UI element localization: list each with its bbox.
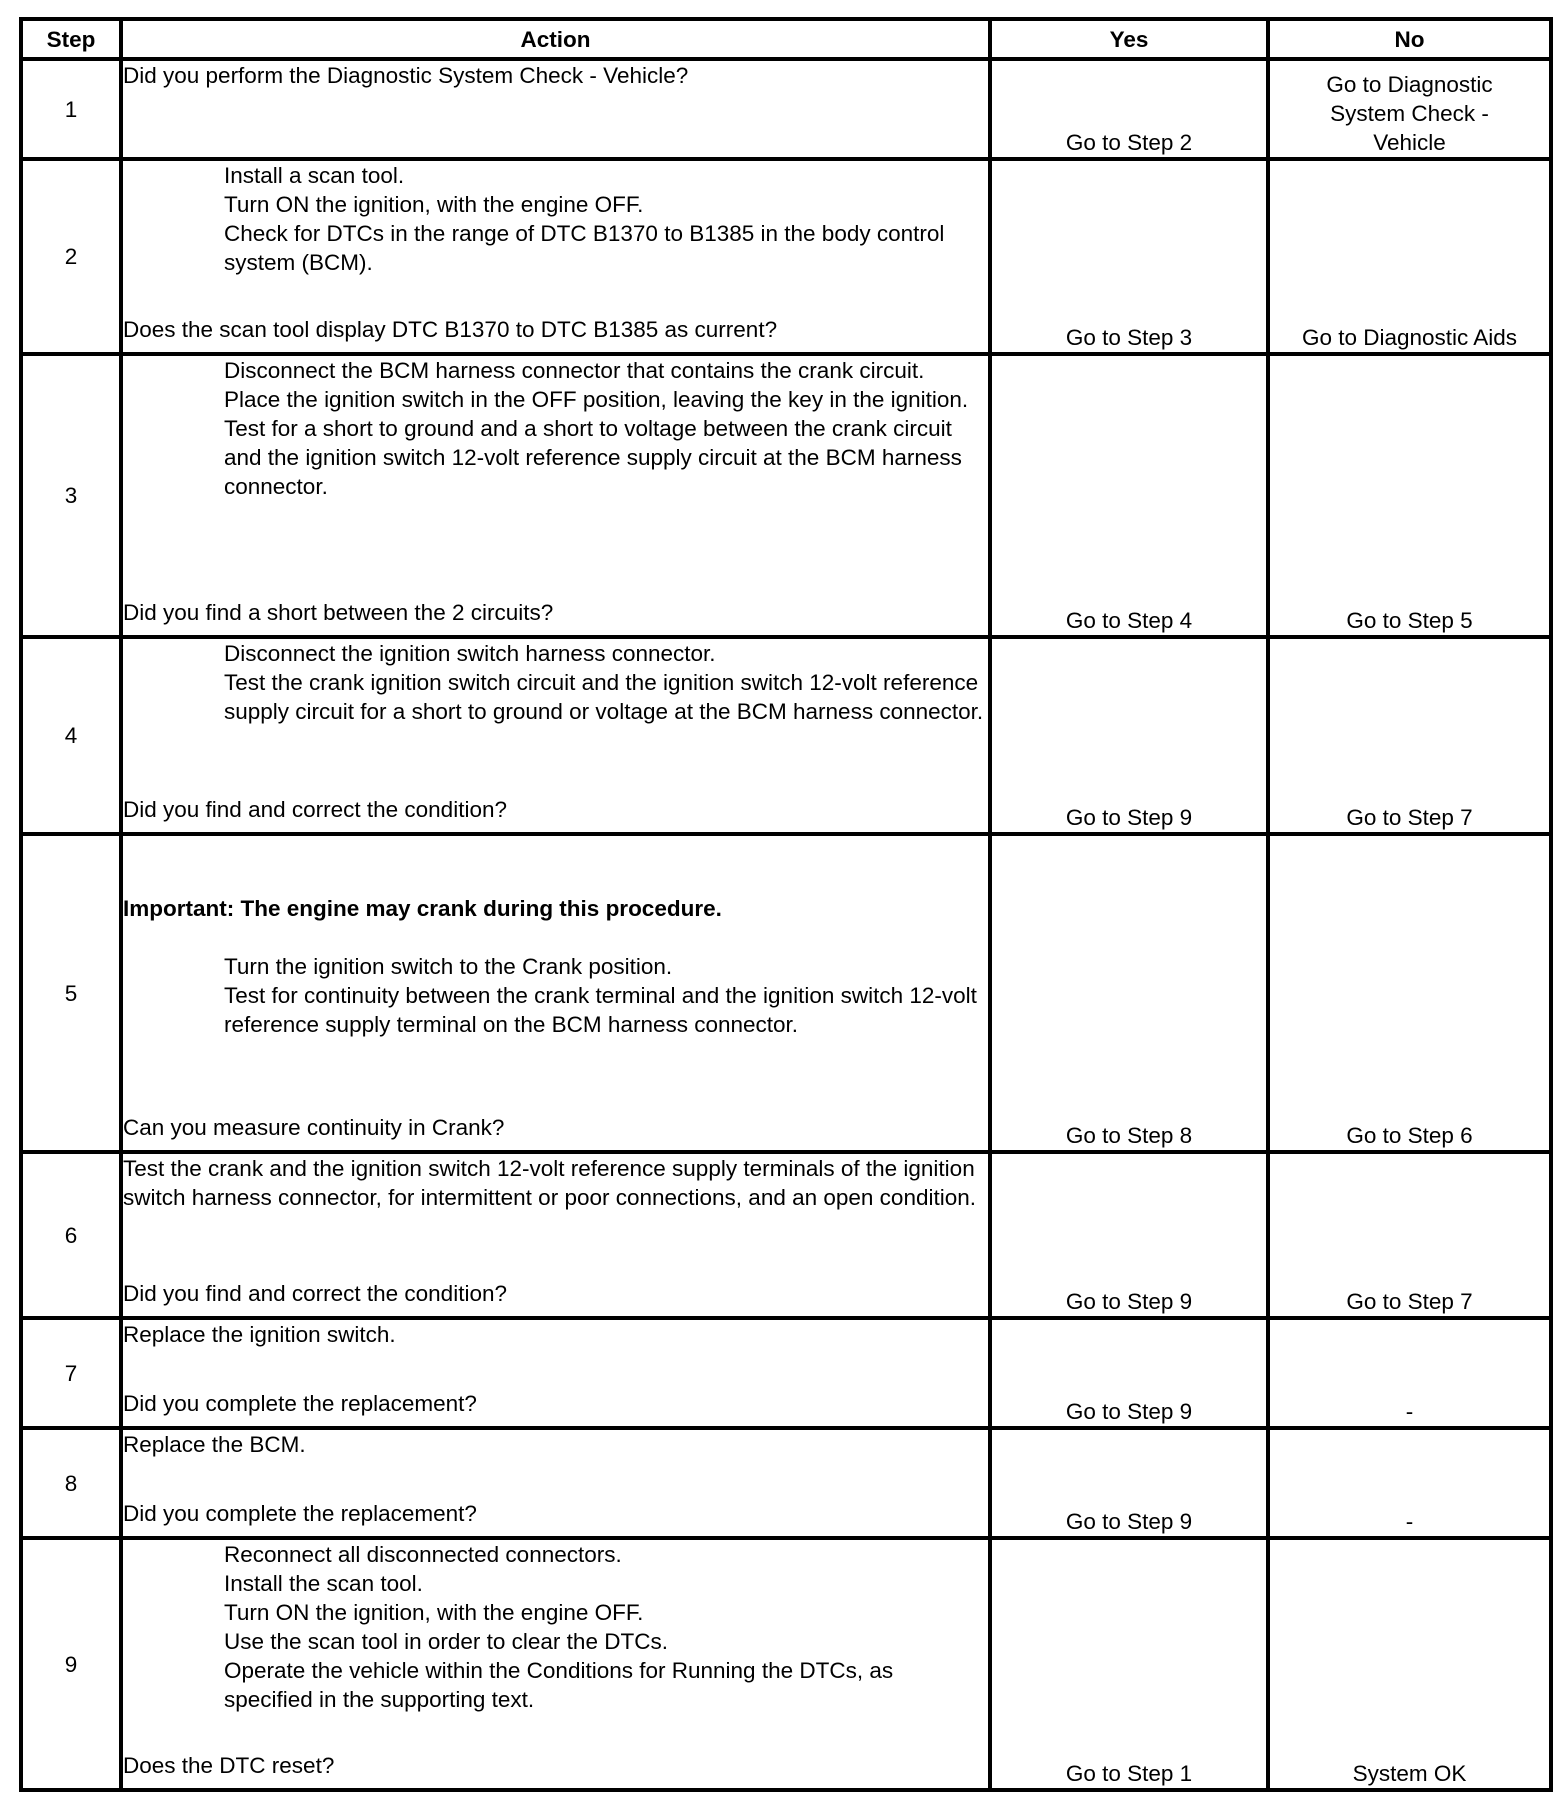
step-number: 4	[21, 637, 121, 834]
action-question: Did you find a short between the 2 circuits?	[123, 600, 554, 625]
step-number: 6	[21, 1152, 121, 1318]
action-step-text: Test the crank ignition switch circuit and the ignition switch 12-volt reference supply circuit for a short to ground or voltage at the BCM harness connector.	[224, 670, 984, 724]
header-action: Action	[121, 19, 990, 59]
action-cell	[121, 834, 990, 1152]
important-note: Important: The engine may crank during this procedure.	[123, 896, 722, 921]
yes-cell: Go to Step 4	[990, 354, 1268, 637]
no-cell: -	[1268, 1318, 1551, 1428]
step-number: 8	[21, 1428, 121, 1538]
yes-cell: Go to Step 2	[990, 59, 1268, 159]
action-question: Did you complete the replacement?	[123, 1391, 477, 1416]
step-number: 9	[21, 1538, 121, 1790]
table-row	[21, 637, 1551, 834]
action-step-text: Disconnect the ignition switch harness connector.	[224, 641, 716, 666]
no-cell: Go to Step 5	[1268, 354, 1551, 637]
action-cell	[121, 1428, 990, 1538]
action-question: Did you find and correct the condition?	[123, 797, 507, 822]
action-step-text: Use the scan tool in order to clear the DTCs.	[224, 1629, 668, 1654]
table-row	[21, 1428, 1551, 1538]
action-cell	[121, 159, 990, 354]
action-step-text: Check for DTCs in the range of DTC B1370 to B1385 in the body control system (BCM).	[224, 221, 945, 275]
header-step: Step	[21, 19, 121, 59]
action-step-text: Turn ON the ignition, with the engine OFF.	[224, 192, 644, 217]
action-text: Replace the ignition switch.	[123, 1322, 396, 1347]
no-cell: -	[1268, 1428, 1551, 1538]
step-number: 7	[21, 1318, 121, 1428]
yes-cell: Go to Step 9	[990, 1318, 1268, 1428]
diagnostic-table	[19, 17, 1553, 1792]
action-step-text: Operate the vehicle within the Conditions for Running the DTCs, as specified in the supporting text.	[224, 1658, 894, 1712]
yes-cell: Go to Step 8	[990, 834, 1268, 1152]
step-number: 5	[21, 834, 121, 1152]
no-cell: Go to Step 6	[1268, 834, 1551, 1152]
action-question: Did you find and correct the condition?	[123, 1281, 507, 1306]
action-cell	[121, 1152, 990, 1318]
action-step-text: Turn the ignition switch to the Crank position.	[224, 954, 673, 979]
step-number: 3	[21, 354, 121, 637]
no-cell: Go to Diagnostic Aids	[1268, 159, 1551, 354]
action-step-text: Disconnect the BCM harness connector that contains the crank circuit.	[224, 358, 925, 383]
table-row	[21, 1152, 1551, 1318]
table-row	[21, 159, 1551, 354]
action-question: Can you measure continuity in Crank?	[123, 1115, 505, 1140]
action-question: Does the DTC reset?	[123, 1753, 335, 1778]
step-number: 1	[21, 59, 121, 159]
yes-cell: Go to Step 3	[990, 159, 1268, 354]
table-row	[21, 59, 1551, 159]
table-row	[21, 834, 1551, 1152]
action-text: Did you perform the Diagnostic System Check - Vehicle?	[123, 63, 689, 88]
action-cell	[121, 637, 990, 834]
no-cell: Go to Step 7	[1268, 637, 1551, 834]
header-no: No	[1268, 19, 1551, 59]
action-step-text: Test for a short to ground and a short to voltage between the crank circuit and the ignition switch 12-volt reference supply circuit at the BCM harness connector.	[224, 416, 962, 499]
action-text: Test the crank and the ignition switch 12-volt reference supply terminals of the ignition switch harness connector, for intermittent or poor connections, and an open condition.	[123, 1156, 977, 1210]
action-step-text: Place the ignition switch in the OFF position, leaving the key in the ignition.	[224, 387, 969, 412]
yes-cell: Go to Step 9	[990, 637, 1268, 834]
yes-cell: Go to Step 1	[990, 1538, 1268, 1790]
action-step-text: Turn ON the ignition, with the engine OFF.	[224, 1600, 644, 1625]
no-cell: System OK	[1268, 1538, 1551, 1790]
yes-cell: Go to Step 9	[990, 1152, 1268, 1318]
action-text: Replace the BCM.	[123, 1432, 306, 1457]
step-number: 2	[21, 159, 121, 354]
action-cell	[121, 354, 990, 637]
header-yes: Yes	[990, 19, 1268, 59]
action-question: Does the scan tool display DTC B1370 to DTC B1385 as current?	[123, 317, 778, 342]
action-cell	[121, 59, 990, 159]
header-row	[21, 19, 1551, 59]
no-cell: Go to Diagnostic System Check - Vehicle	[1268, 59, 1551, 159]
action-step-text: Install a scan tool.	[224, 163, 405, 188]
no-cell: Go to Step 7	[1268, 1152, 1551, 1318]
action-step-text: Install the scan tool.	[224, 1571, 423, 1596]
yes-cell: Go to Step 9	[990, 1428, 1268, 1538]
table-row	[21, 354, 1551, 637]
action-question: Did you complete the replacement?	[123, 1501, 477, 1526]
table-row	[21, 1538, 1551, 1790]
table-row	[21, 1318, 1551, 1428]
action-cell	[121, 1538, 990, 1790]
action-step-text: Test for continuity between the crank terminal and the ignition switch 12-volt reference supply terminal on the BCM harness connector.	[224, 983, 977, 1037]
action-step-text: Reconnect all disconnected connectors.	[224, 1542, 622, 1567]
action-cell	[121, 1318, 990, 1428]
